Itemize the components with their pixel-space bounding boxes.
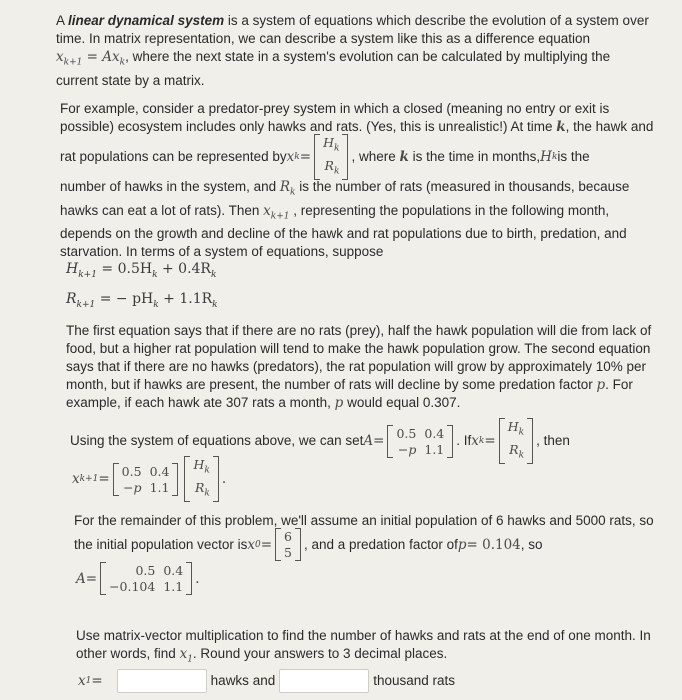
example-paragraph: For example, consider a predator-prey system in which a closed (meaning no entry or exit is possible) ecosystem includes only hawks and rats. (Yes, this is unrealistic!) At time k, the hawk and bbox=[60, 101, 654, 135]
rats-label: thousand rats bbox=[373, 673, 456, 688]
equation-rats: $R_{k+1}$ = − $pH_k + 1.1R_k$ bbox=[66, 291, 218, 310]
state-vector-matrix: $H_k$ $R_k$ bbox=[314, 134, 348, 180]
matrix-a-product: 0.5 0.4 −p 1.1 bbox=[113, 463, 179, 496]
state-vector-product: $H_k$ $R_k$ bbox=[184, 456, 218, 502]
hawks-answer-input[interactable] bbox=[117, 669, 207, 693]
state-vector-hk-rk: $H_k$ $R_k$ bbox=[499, 418, 533, 464]
matrix-a-general: 0.5 0.4 −p 1.1 bbox=[387, 425, 453, 458]
matrix-a-numeric: 0.5 0.4 −0.104 1.1 bbox=[100, 562, 192, 595]
answer-row: x 1 = hawks and thousand rats bbox=[78, 669, 646, 693]
remainder-paragraph: For the remainder of this problem, we'll assume an initial population of 6 hawks and 5000 rats, so bbox=[74, 513, 654, 528]
question-paragraph: Use matrix-vector multiplication to find the number of hawks and rats at the end of one month. In other words, find $x_1$. Round your answers to 3 decimal places. bbox=[76, 628, 651, 665]
rats-answer-input[interactable] bbox=[279, 669, 369, 693]
explanation-paragraph: The first equation says that if there are no rats (prey), half the hawk population will die from lack of food, but a higher rat population will tend to make the hawk population grow. The second equation says that if there are no hawks (predators), the rat population will grow by approximately 10% per month, but if hawks are present, the number of rats will decline by some predation factor p. For example, if each hawk ate 307 rats a month, p would equal 0.307. bbox=[66, 323, 652, 411]
example-paragraph-cont: number of hawks in the system, and $R_k$ is the number of rats (measured in thousands, because hawks can eat a lot of rats). Then $x_{k+1}$ , representing the populations in the following month, depends on the growth and decline of the hawk and rat populations due to birth, predation, and starvation. In terms of a system of equations, suppose bbox=[60, 179, 630, 260]
initial-vector-line: the initial population vector is x 0 = 6 5 , and a predation factor of p = 0.104 , so bbox=[74, 529, 543, 560]
initial-vector: 6 5 bbox=[275, 528, 301, 561]
equation-hawks: $H_{k+1} = 0.5H_k + 0.4R_k$ bbox=[66, 261, 217, 280]
state-vector-line: rat populations can be represented by x k = $H_k$ $R_k$ , where k is the time in months, H k is the bbox=[60, 134, 646, 180]
intro-paragraph: A linear dynamical system is a system of equations which describe the evolution of a system over time. In matrix representation, we can describe a system like this as a difference equation $x_{k+1} = Ax_k$, where the next state in a system's evolution can be calculated by multiplying the current state by a matrix. bbox=[56, 13, 649, 88]
matrix-a-definition: Using the system of equations above, we can set A = 0.5 0.4 −p 1.1 . If x k = $H_k$ $R_k$ , then bbox=[70, 418, 646, 464]
matrix-a-numeric-line: A = 0.5 0.4 −0.104 1.1 . bbox=[76, 563, 200, 594]
hawks-label: hawks and bbox=[210, 673, 276, 688]
term-linear-dynamical-system: linear dynamical system bbox=[68, 13, 225, 28]
next-state-product: x k+1 = 0.5 0.4 −p 1.1 $H_k$ $R_k$ . bbox=[72, 456, 646, 502]
